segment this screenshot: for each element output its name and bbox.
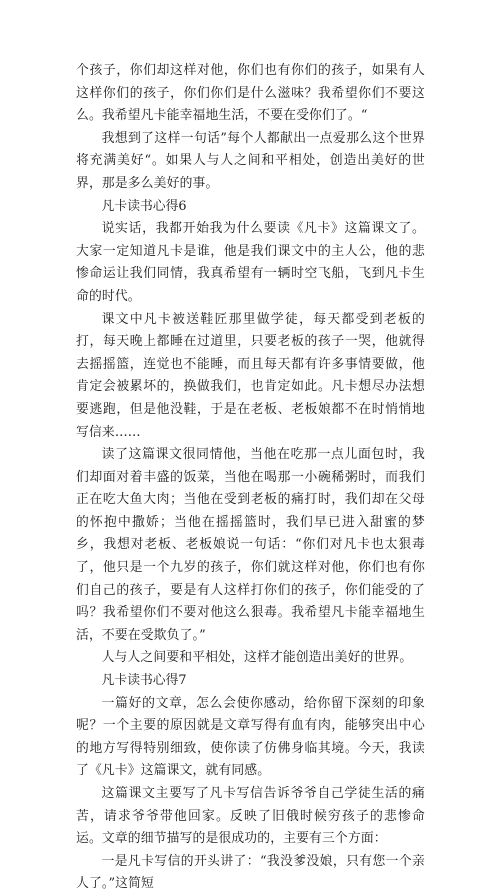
paragraph: 这篇课文主要写了凡卡写信告诉爷爷自己学徒生活的痛苦，请求爷爷带他回家。反映了旧俄时候穷孩子的悲惨命运。文章的细节描写的是很成功的，主要有三个方面： (76, 786, 425, 847)
paragraph: 课文中凡卡被送鞋匠那里做学徒，每天都受到老板的打，每天晚上都睡在过道里，只要老板的孩子一哭，他就得去摇摇篮，连觉也不能睡，而且每天都有许多事情要做，他肯定会被累坏的，换做我们，也肯定如此。凡卡想尽办法想要逃跑，但是他没鞋，于是在老板、老板娘都不在时悄悄地写信来…… (76, 311, 425, 440)
paragraph: 我想到了这样一句话”每个人都献出一点爱那么这个世界将充满美好“。如果人与人之间和平相处，创造出美好的世界，那是多么美好的事。 (76, 130, 425, 191)
paragraph: 一篇好的文章，怎么会使你感动，给你留下深刻的印象呢？一个主要的原因就是文章写得有血有肉，能够突出中心的地方写得特别细致，使你读了仿佛身临其境。今天，我读了《凡卡》这篇课文，就有同感。 (76, 695, 425, 779)
section-heading: 凡卡读书心得7 (101, 673, 187, 689)
paragraph: 个孩子，你们却这样对他，你们也有你们的孩子，如果有人这样你们的孩子，你们你们是什么滋味？我希望你们不要这么。我希望凡卡能幸福地生活，不要在受你们了。“ (76, 63, 425, 124)
paragraph: 读了这篇课文很同情他，当他在吃那一点儿面包时，我们却面对着丰盛的饭菜，当他在喝那一小碗稀粥时，而我们正在吃大鱼大肉；当他在受到老板的痛打时，我们却在父母的怀抱中撒娇；当他在摇摇篮时，我们早已进入甜蜜的梦乡，我想对老板、老板娘说一句话：“你们对凡卡也太狠毒了，他只是一个九岁的孩子，你们就这样对他，你们也有你们自己的孩子，要是有人这样打你们的孩子，你们能受的了吗？我希望你们不要对他这么狠毒。我希望凡卡能幸福地生活，不要在受欺负了。” (76, 447, 425, 643)
section-heading: 凡卡读书心得6 (101, 198, 187, 214)
paragraph: 说实话，我都开始我为什么要读《凡卡》这篇课文了。大家一定知道凡卡是谁，他是我们课文中的主人公，他的悲惨命运让我们同情，我真希望有一辆时空飞船，飞到凡卡生命的时代。 (76, 221, 425, 304)
paragraph: 一是凡卡写信的开头讲了：“我没爹没娘，只有您一个亲人了。”这简短 (76, 853, 425, 892)
paragraph: 人与人之间要和平相处，这样才能创造出美好的世界。 (101, 650, 413, 666)
